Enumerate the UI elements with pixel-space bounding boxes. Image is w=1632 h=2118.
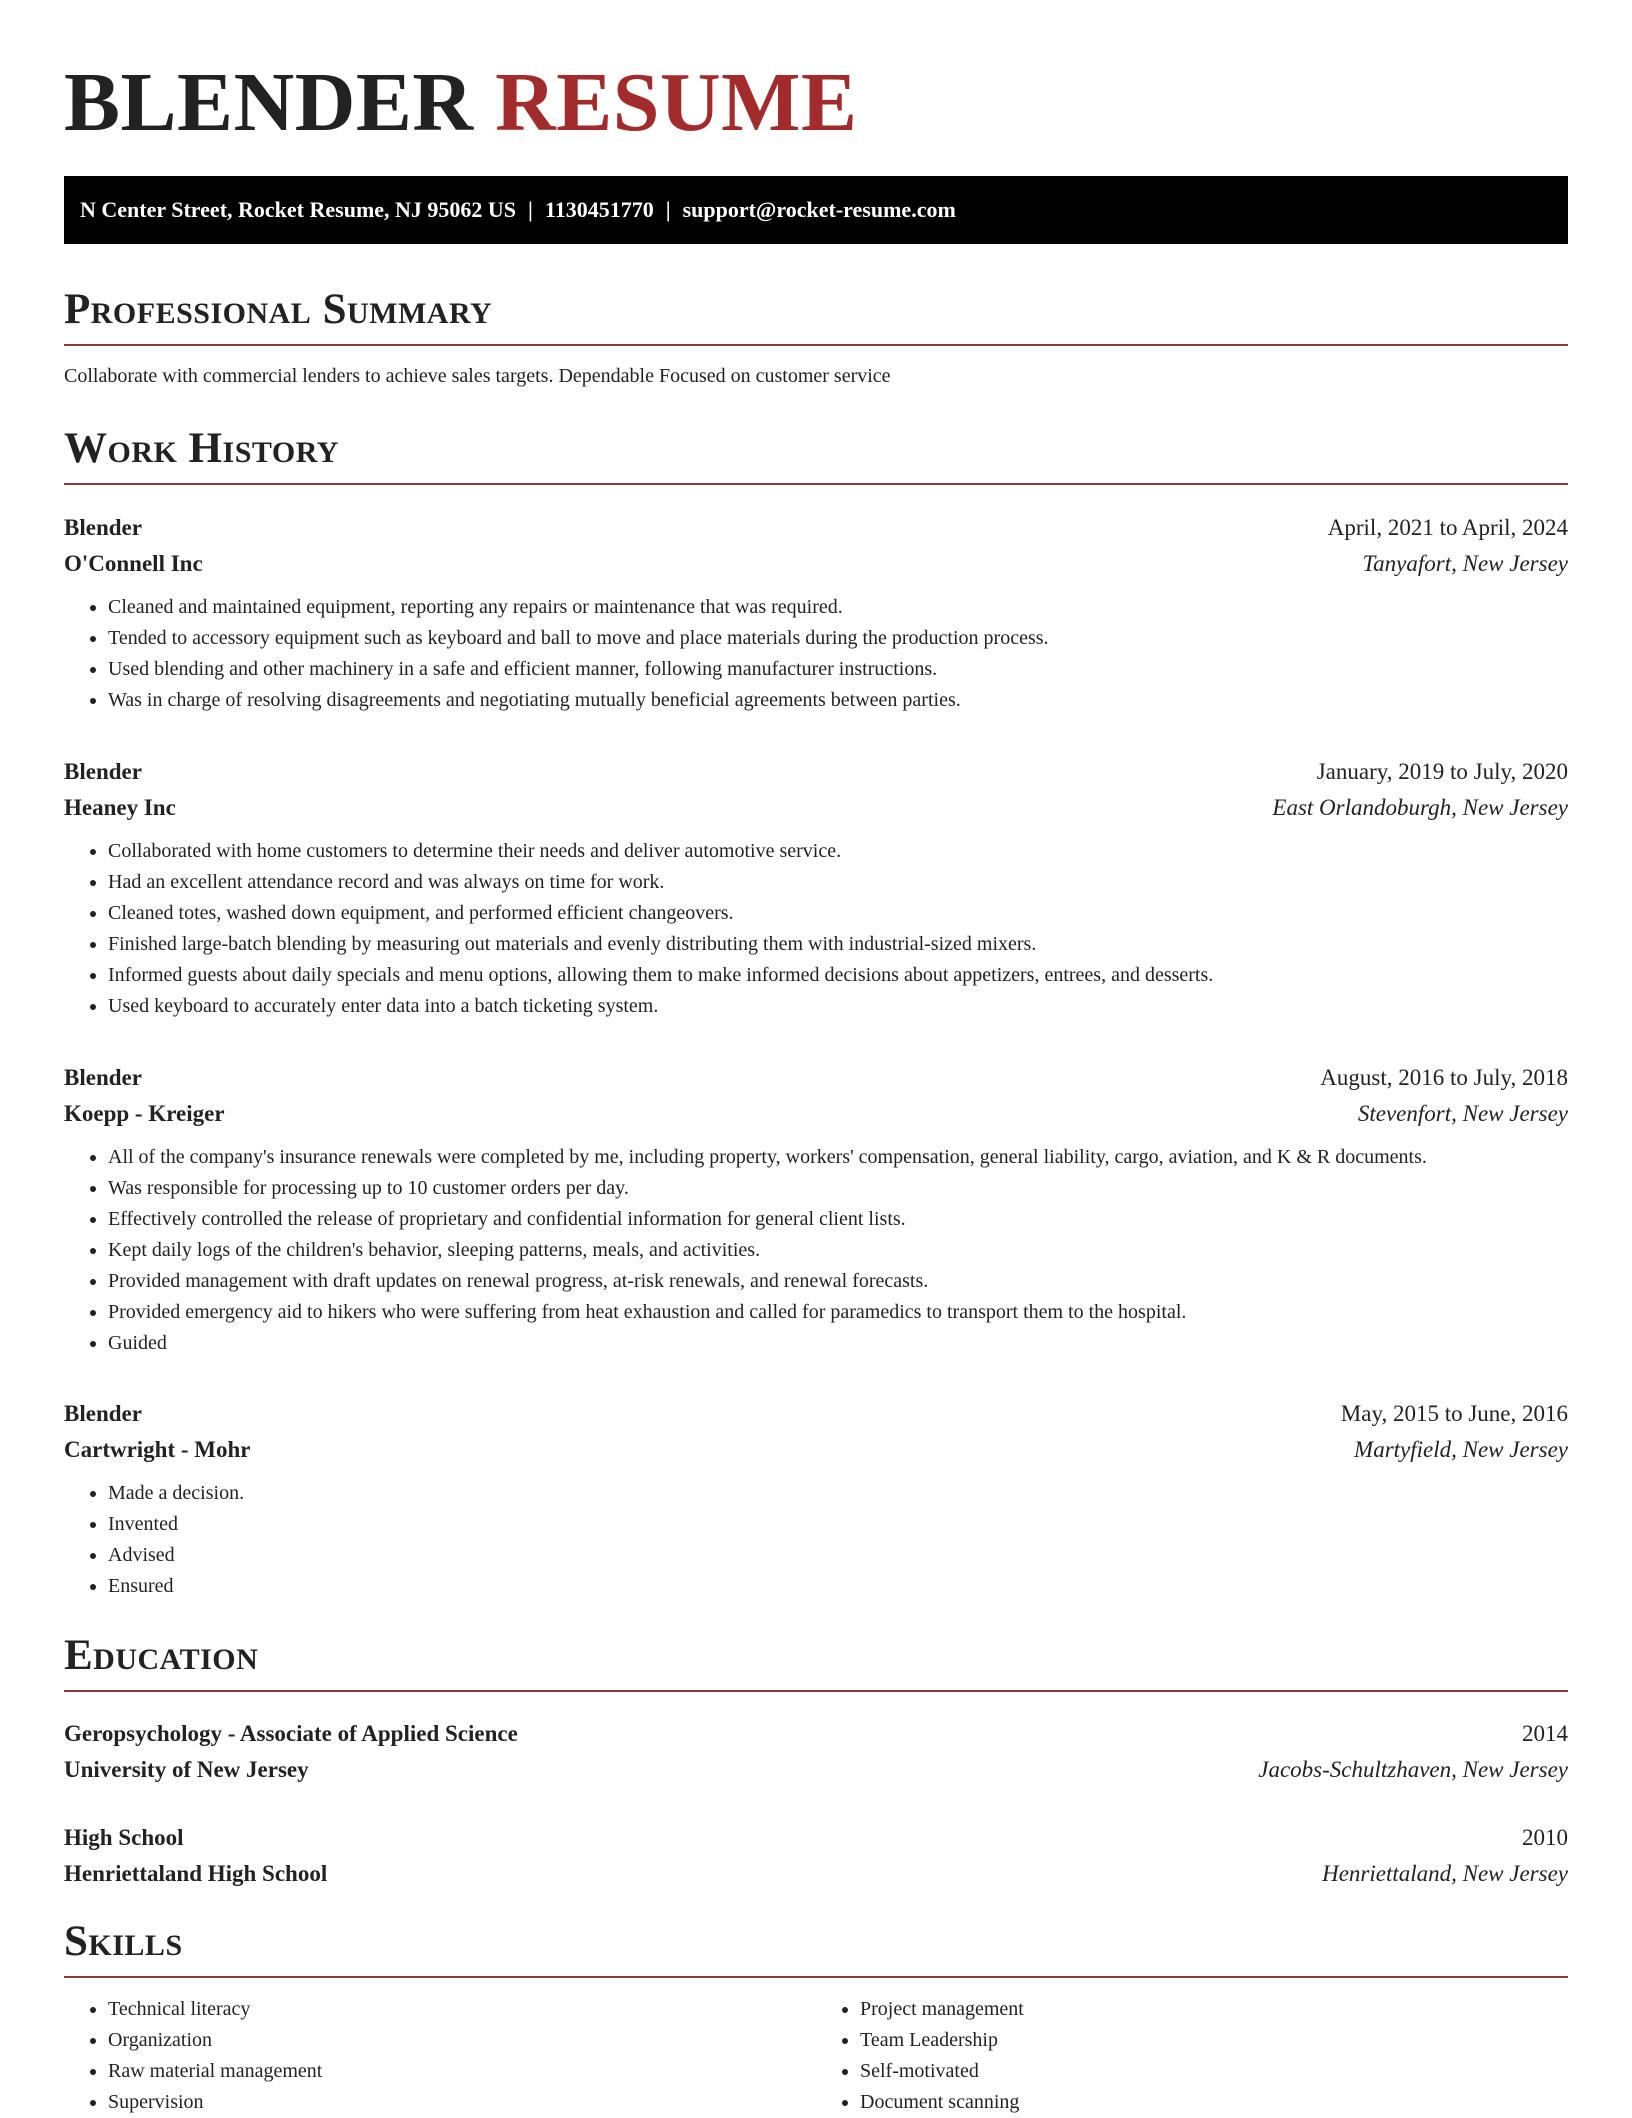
list-item: • Project management xyxy=(860,1994,1568,2025)
job-entry xyxy=(64,1060,1568,1359)
list-item: • Tended to accessory equipment such as keyboard and ball to move and place materials during the production process. xyxy=(108,623,1568,654)
list-item: • Effectively controlled the release of proprietary and confidential information for general client lists. xyxy=(108,1204,1568,1235)
education-school: University of New Jersey xyxy=(64,1757,309,1782)
list-item: • Provided emergency aid to hikers who were suffering from heat exhaustion and called for paramedics to transport them to the hospital. xyxy=(108,1297,1568,1328)
summary-text: Collaborate with commercial lenders to achieve sales targets. Dependable Focused on customer service xyxy=(64,365,891,387)
skills-columns xyxy=(64,1978,1568,2118)
job-header-row xyxy=(64,754,1568,790)
list-item: • Technical literacy xyxy=(108,1994,816,2025)
job-title: Blender xyxy=(64,759,142,784)
list-item: • Kept daily logs of the children's behavior, sleeping patterns, meals, and activities. xyxy=(108,1235,1568,1266)
job-company: Cartwright - Mohr xyxy=(64,1437,251,1462)
job-location: Stevenfort, New Jersey xyxy=(1357,1101,1568,1126)
job-title: Blender xyxy=(64,1401,142,1426)
list-item: • Organization xyxy=(108,2025,816,2056)
education-degree-row xyxy=(64,1820,1568,1856)
job-company-row xyxy=(64,1432,1568,1468)
job-company-row xyxy=(64,546,1568,582)
job-dates: January, 2019 to July, 2020 xyxy=(1316,759,1568,784)
list-item: • Supervision xyxy=(108,2087,816,2118)
list-item: • Raw material management xyxy=(108,2056,816,2087)
contact-email[interactable]: support@rocket-resume.com xyxy=(682,197,956,222)
contact-separator: | xyxy=(528,197,533,222)
job-dates: May, 2015 to June, 2016 xyxy=(1340,1401,1568,1426)
job-title: Blender xyxy=(64,515,142,540)
list-item: • Cleaned and maintained equipment, reporting any repairs or maintenance that was required. xyxy=(108,592,1568,623)
education-entry xyxy=(64,1820,1568,1892)
job-dates: August, 2016 to July, 2018 xyxy=(1320,1065,1568,1090)
job-company: Koepp - Kreiger xyxy=(64,1101,225,1126)
contact-address: N Center Street, Rocket Resume, NJ 95062 US xyxy=(80,197,517,222)
contact-bar xyxy=(64,176,1568,244)
list-item: • Ensured xyxy=(108,1571,1568,1602)
section-title-summary: Professional Summary xyxy=(64,284,1568,346)
job-header-row xyxy=(64,1396,1568,1432)
job-location: Tanyafort, New Jersey xyxy=(1362,551,1568,576)
list-item: • Cleaned totes, washed down equipment, and performed efficient changeovers. xyxy=(108,898,1568,929)
last-name: RESUME xyxy=(495,56,858,149)
section-title-work-history: Work History xyxy=(64,423,1568,485)
job-header-row xyxy=(64,1060,1568,1096)
list-item: • Was responsible for processing up to 10 customer orders per day. xyxy=(108,1173,1568,1204)
list-item: • Guided xyxy=(108,1328,1568,1359)
list-item: • Advised xyxy=(108,1540,1568,1571)
summary-section xyxy=(64,284,1568,390)
list-item: • Collaborated with home customers to determine their needs and deliver automotive service. xyxy=(108,836,1568,867)
list-item: • Was in charge of resolving disagreements and negotiating mutually beneficial agreements between parties. xyxy=(108,685,1568,716)
skills-list-right xyxy=(816,1994,1568,2118)
job-company-row xyxy=(64,1096,1568,1132)
list-item: • Finished large-batch blending by measuring out materials and evenly distributing them with industrial-sized mixers. xyxy=(108,929,1568,960)
education-school-row xyxy=(64,1856,1568,1892)
education-degree-row xyxy=(64,1716,1568,1752)
education-year: 2014 xyxy=(1522,1721,1568,1746)
section-title-education: Education xyxy=(64,1630,1568,1692)
list-item: • Informed guests about daily specials and menu options, allowing them to make informed decisions about appetizers, entrees, and desserts. xyxy=(108,960,1568,991)
education-school: Henriettaland High School xyxy=(64,1861,328,1886)
education-section xyxy=(64,1630,1568,1692)
job-company: O'Connell Inc xyxy=(64,551,203,576)
list-item: • Made a decision. xyxy=(108,1478,1568,1509)
section-title-skills: Skills xyxy=(64,1916,1568,1978)
work-history-section xyxy=(64,423,1568,485)
first-name: BLENDER xyxy=(64,56,474,149)
list-item: • Document scanning xyxy=(860,2087,1568,2118)
job-company: Heaney Inc xyxy=(64,795,176,820)
contact-phone[interactable]: 1130451770 xyxy=(544,197,654,222)
education-degree: Geropsychology - Associate of Applied Science xyxy=(64,1721,518,1746)
job-company-row xyxy=(64,790,1568,826)
list-item: • Self-motivated xyxy=(860,2056,1568,2087)
list-item: • Used blending and other machinery in a safe and efficient manner, following manufacturer instructions. xyxy=(108,654,1568,685)
job-entry xyxy=(64,510,1568,716)
job-bullets xyxy=(64,1478,1568,1602)
list-item: • All of the company's insurance renewals were completed by me, including property, workers' compensation, general liability, cargo, aviation, and K & R documents. xyxy=(108,1142,1568,1173)
skills-section xyxy=(64,1916,1568,2118)
job-bullets xyxy=(64,836,1568,1022)
education-entry xyxy=(64,1716,1568,1788)
resume-name xyxy=(64,0,1568,150)
list-item: • Team Leadership xyxy=(860,2025,1568,2056)
job-location: East Orlandoburgh, New Jersey xyxy=(1272,795,1568,820)
job-title: Blender xyxy=(64,1065,142,1090)
education-degree: High School xyxy=(64,1825,184,1850)
list-item: • Had an excellent attendance record and was always on time for work. xyxy=(108,867,1568,898)
list-item: • Invented xyxy=(108,1509,1568,1540)
job-dates: April, 2021 to April, 2024 xyxy=(1327,515,1568,540)
skills-list-left xyxy=(64,1994,816,2118)
education-school-row xyxy=(64,1752,1568,1788)
education-location: Henriettaland, New Jersey xyxy=(1322,1861,1568,1886)
job-location: Martyfield, New Jersey xyxy=(1354,1437,1568,1462)
list-item: • Used keyboard to accurately enter data into a batch ticketing system. xyxy=(108,991,1568,1022)
list-item: • Provided management with draft updates on renewal progress, at-risk renewals, and renewal forecasts. xyxy=(108,1266,1568,1297)
education-location: Jacobs-Schultzhaven, New Jersey xyxy=(1258,1757,1568,1782)
job-bullets xyxy=(64,592,1568,716)
job-bullets xyxy=(64,1142,1568,1359)
education-year: 2010 xyxy=(1522,1825,1568,1850)
contact-separator: | xyxy=(665,197,671,222)
job-entry xyxy=(64,1396,1568,1602)
job-header-row xyxy=(64,510,1568,546)
job-entry xyxy=(64,754,1568,1022)
